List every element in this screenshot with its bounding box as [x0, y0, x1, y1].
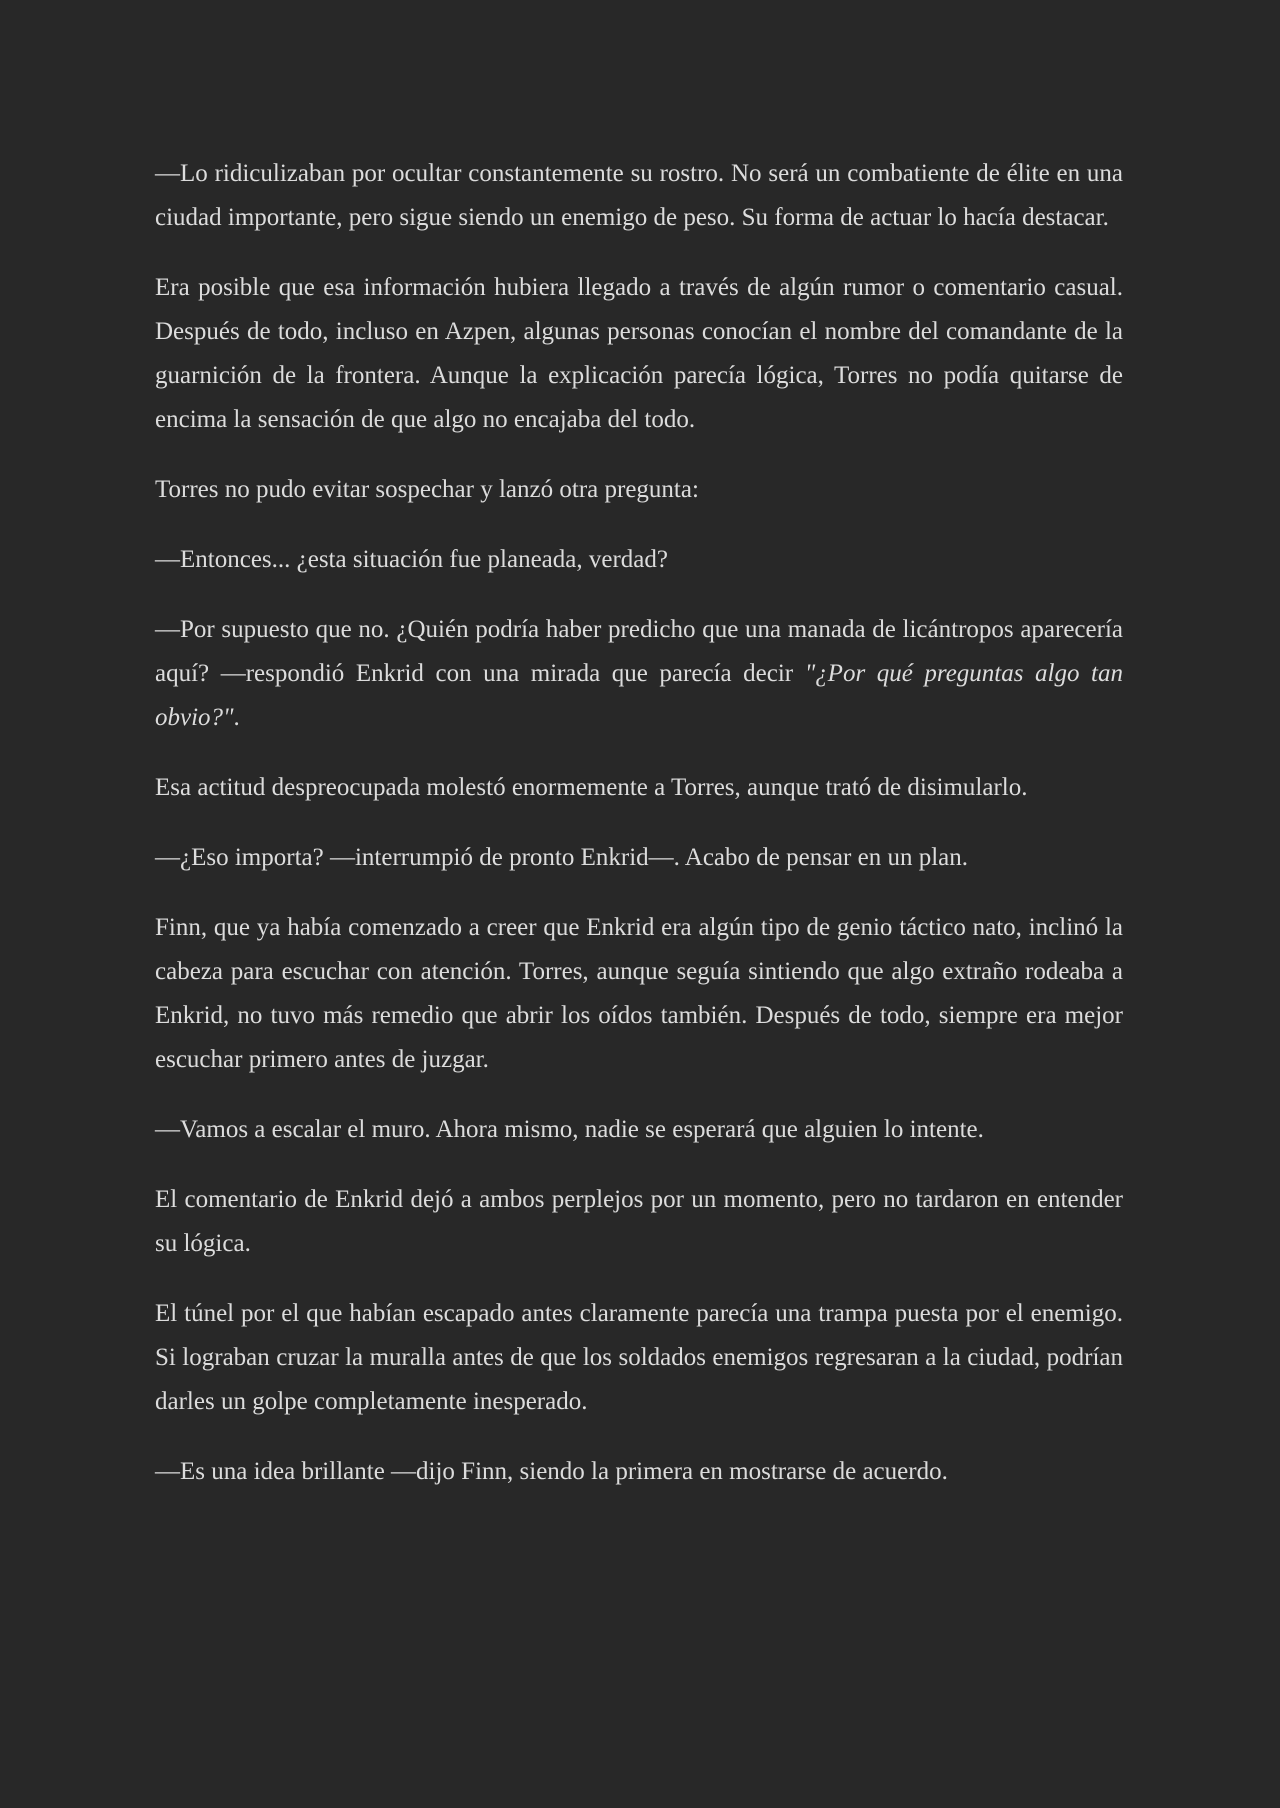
paragraph: —Vamos a escalar el muro. Ahora mismo, nadie se esperará que alguien lo intente. [155, 1116, 984, 1143]
paragraph-text: . [233, 704, 240, 731]
paragraph-text: —Por supuesto que no. ¿Quién podría haber predicho que una manada de licántropos aparecería aquí? —respondió Enkrid con una mirada que parecía decir [155, 616, 1123, 687]
paragraph: Torres no pudo evitar sospechar y lanzó otra pregunta: [155, 476, 699, 503]
paragraph: El comentario de Enkrid dejó a ambos perplejos por un momento, pero no tardaron en entender su lógica. [155, 1186, 1123, 1257]
paragraph: —Entonces... ¿esta situación fue planeada, verdad? [155, 546, 668, 573]
paragraph: Era posible que esa información hubiera llegado a través de algún rumor o comentario casual. Después de todo, incluso en Azpen, algunas personas conocían el nombre del comandante de la guarnición de la frontera. Aunque la explicación parecía lógica, Torres no podía quitarse de encima la sensación de que algo no encajaba del todo. [155, 274, 1123, 433]
paragraph: —¿Eso importa? —interrumpió de pronto Enkrid—. Acabo de pensar en un plan. [155, 844, 968, 871]
paragraph: Finn, que ya había comenzado a creer que Enkrid era algún tipo de genio táctico nato, inclinó la cabeza para escuchar con atención. Torres, aunque seguía sintiendo que algo extraño rodeaba a Enkrid, no tuvo más remedio que abrir los oídos también. Después de todo, siempre era mejor escuchar primero antes de juzgar. [155, 914, 1123, 1073]
reading-page [155, 152, 1123, 1520]
paragraph: —Es una idea brillante —dijo Finn, siendo la primera en mostrarse de acuerdo. [155, 1458, 948, 1485]
paragraph: El túnel por el que habían escapado antes claramente parecía una trampa puesta por el enemigo. Si lograban cruzar la muralla antes de que los soldados enemigos regresaran a la ciudad, podrían darles un golpe completamente inesperado. [155, 1300, 1123, 1415]
paragraph: Esa actitud despreocupada molestó enormemente a Torres, aunque trató de disimularlo. [155, 774, 1028, 801]
paragraph: —Lo ridiculizaban por ocultar constantemente su rostro. No será un combatiente de élite en una ciudad importante, pero sigue siendo un enemigo de peso. Su forma de actuar lo hacía destacar. [155, 160, 1123, 231]
paragraph [155, 608, 1123, 740]
paragraph-italic-text: "¿Por qué preguntas algo tan obvio?" [155, 660, 1124, 731]
